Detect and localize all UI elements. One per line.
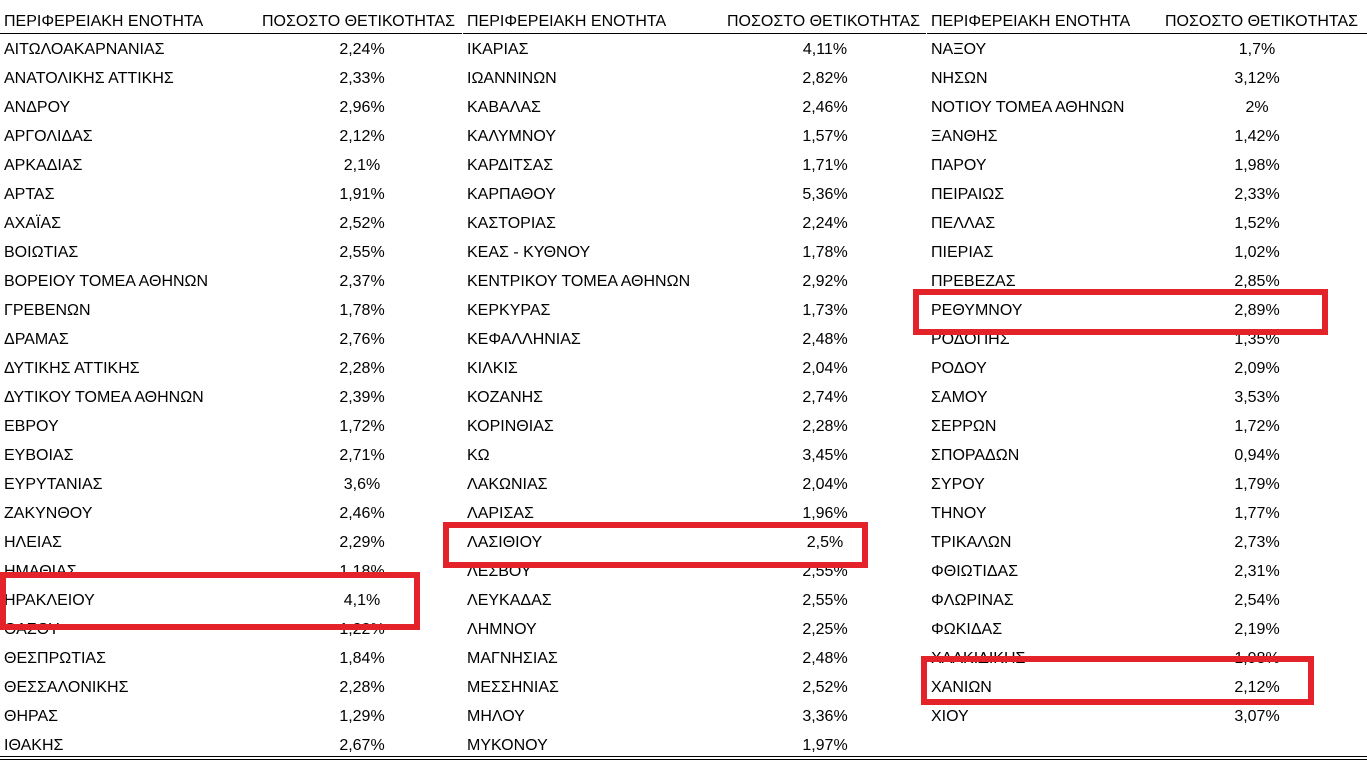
positivity-value: 1,35% xyxy=(1234,331,1280,348)
table-row xyxy=(927,384,1367,413)
table-row xyxy=(463,645,927,674)
region-name: ΔΥΤΙΚΗΣ ΑΤΤΙΚΗΣ xyxy=(4,360,140,377)
table-row xyxy=(463,239,927,268)
region-name: ΘΑΣΟΥ xyxy=(4,621,60,638)
positivity-value: 1,97% xyxy=(802,737,848,754)
table-row xyxy=(463,442,927,471)
table-row xyxy=(463,500,927,529)
table-row xyxy=(927,268,1367,297)
positivity-value: 2,92% xyxy=(802,273,848,290)
region-name: ΛΕΣΒΟΥ xyxy=(467,563,532,580)
region-name: ΝΟΤΙΟΥ ΤΟΜΕΑ ΑΘΗΝΩΝ xyxy=(931,99,1125,116)
table-row xyxy=(463,94,927,123)
positivity-value: 2,25% xyxy=(802,621,848,638)
region-name: ΚΙΛΚΙΣ xyxy=(467,360,518,377)
table-row xyxy=(927,65,1367,94)
region-name: ΛΑΚΩΝΙΑΣ xyxy=(467,476,548,493)
region-name: ΚΕΦΑΛΛΗΝΙΑΣ xyxy=(467,331,581,348)
region-name: ΤΗΝΟΥ xyxy=(931,505,987,522)
region-name: ΘΕΣΣΑΛΟΝΙΚΗΣ xyxy=(4,679,129,696)
table-row xyxy=(0,355,463,384)
region-name: ΑΧΑΪΑΣ xyxy=(4,215,62,232)
positivity-value: 3,53% xyxy=(1234,389,1280,406)
region-name: ΘΕΣΠΡΩΤΙΑΣ xyxy=(4,650,106,667)
positivity-value: 2,52% xyxy=(339,215,385,232)
table-row xyxy=(463,36,927,65)
region-name: ΜΑΓΝΗΣΙΑΣ xyxy=(467,650,558,667)
header-row xyxy=(463,7,927,36)
positivity-value: 2,89% xyxy=(1234,302,1280,319)
positivity-value: 2,39% xyxy=(339,389,385,406)
region-name: ΑΝΑΤΟΛΙΚΗΣ ΑΤΤΙΚΗΣ xyxy=(4,70,174,87)
table-row xyxy=(927,210,1367,239)
positivity-value: 2,24% xyxy=(339,41,385,58)
positivity-value: 2,04% xyxy=(802,360,848,377)
table-row xyxy=(0,587,463,616)
table-row xyxy=(0,500,463,529)
header-underline xyxy=(927,33,1367,34)
positivity-value: 1,52% xyxy=(1234,215,1280,232)
region-name: ΕΥΒΟΙΑΣ xyxy=(4,447,74,464)
region-name: ΞΑΝΘΗΣ xyxy=(931,128,998,145)
region-name: ΧΑΝΙΩΝ xyxy=(931,679,992,696)
positivity-value: 2% xyxy=(1245,99,1269,116)
positivity-value: 2,29% xyxy=(339,534,385,551)
region-name: ΚΑΒΑΛΑΣ xyxy=(467,99,541,116)
region-name: ΠΑΡΟΥ xyxy=(931,157,987,174)
table-row xyxy=(927,529,1367,558)
table-row xyxy=(927,123,1367,152)
table-bottom-border-double xyxy=(0,759,1367,760)
table-row xyxy=(927,239,1367,268)
region-name: ΕΥΡΥΤΑΝΙΑΣ xyxy=(4,476,103,493)
region-name: ΝΑΞΟΥ xyxy=(931,41,987,58)
region-name: ΔΡΑΜΑΣ xyxy=(4,331,69,348)
positivity-value: 1,72% xyxy=(339,418,385,435)
positivity-value: 1,78% xyxy=(802,244,848,261)
region-name: ΖΑΚΥΝΘΟΥ xyxy=(4,505,93,522)
table-row xyxy=(0,558,463,587)
header-region-unit: ΠΕΡΙΦΕΡΕΙΑΚΗ ΕΝΟΤΗΤΑ xyxy=(4,13,204,30)
table-row xyxy=(0,442,463,471)
positivity-value: 2,54% xyxy=(1234,592,1280,609)
positivity-value: 2,73% xyxy=(1234,534,1280,551)
positivity-value: 4,11% xyxy=(802,41,848,58)
positivity-value: 3,36% xyxy=(802,708,848,725)
positivity-value: 2,31% xyxy=(1234,563,1280,580)
region-name: ΛΕΥΚΑΔΑΣ xyxy=(467,592,552,609)
table-row xyxy=(927,413,1367,442)
table-row xyxy=(927,471,1367,500)
positivity-value: 2,04% xyxy=(802,476,848,493)
region-name: ΚΑΣΤΟΡΙΑΣ xyxy=(467,215,556,232)
table-row xyxy=(463,123,927,152)
positivity-value: 1,77% xyxy=(1234,505,1280,522)
table-row xyxy=(927,181,1367,210)
positivity-value: 1,7% xyxy=(1238,41,1276,58)
region-name: ΛΑΡΙΣΑΣ xyxy=(467,505,534,522)
table-row xyxy=(927,152,1367,181)
region-name: ΜΗΛΟΥ xyxy=(467,708,525,725)
positivity-value: 1,71% xyxy=(802,157,848,174)
region-name: ΠΡΕΒΕΖΑΣ xyxy=(931,273,1016,290)
table-row xyxy=(927,442,1367,471)
positivity-value: 1,72% xyxy=(1234,418,1280,435)
positivity-value: 2,46% xyxy=(802,99,848,116)
region-name: ΠΕΛΛΑΣ xyxy=(931,215,996,232)
header-region-unit: ΠΕΡΙΦΕΡΕΙΑΚΗ ΕΝΟΤΗΤΑ xyxy=(467,13,667,30)
positivity-value: 4,1% xyxy=(343,592,381,609)
positivity-value: 2,48% xyxy=(802,650,848,667)
header-row xyxy=(927,7,1367,36)
header-positivity-rate: ΠΟΣΟΣΤΟ ΘΕΤΙΚΟΤΗΤΑΣ xyxy=(262,13,456,30)
region-name: ΚΑΡΠΑΘΟΥ xyxy=(467,186,556,203)
table-row xyxy=(463,65,927,94)
positivity-value: 2,24% xyxy=(802,215,848,232)
positivity-value: 2,09% xyxy=(1234,360,1280,377)
table-row xyxy=(0,471,463,500)
table-row xyxy=(927,326,1367,355)
positivity-value: 2,55% xyxy=(802,592,848,609)
region-name: ΚΩ xyxy=(467,447,490,464)
positivity-value: 1,29% xyxy=(339,708,385,725)
table-row xyxy=(0,210,463,239)
region-name: ΑΝΔΡΟΥ xyxy=(4,99,71,116)
positivity-value: 2,19% xyxy=(1234,621,1280,638)
table-row xyxy=(927,94,1367,123)
table-row xyxy=(463,384,927,413)
positivity-value: 2,71% xyxy=(339,447,385,464)
positivity-value: 2,76% xyxy=(339,331,385,348)
table-row xyxy=(927,645,1367,674)
positivity-value: 2,12% xyxy=(339,128,385,145)
region-name: ΡΕΘΥΜΝΟΥ xyxy=(931,302,1023,319)
region-name: ΡΟΔΟΥ xyxy=(931,360,987,377)
positivity-value: 3,12% xyxy=(1234,70,1280,87)
positivity-value: 2,82% xyxy=(802,70,848,87)
region-name: ΧΙΟΥ xyxy=(931,708,969,725)
region-name: ΛΗΜΝΟΥ xyxy=(467,621,537,638)
header-positivity-rate: ΠΟΣΟΣΤΟ ΘΕΤΙΚΟΤΗΤΑΣ xyxy=(1165,13,1359,30)
region-name: ΚΑΛΥΜΝΟΥ xyxy=(467,128,556,145)
positivity-value: 1,73% xyxy=(802,302,848,319)
region-name: ΑΙΤΩΛΟΑΚΑΡΝΑΝΙΑΣ xyxy=(4,41,165,58)
region-name: ΠΕΙΡΑΙΩΣ xyxy=(931,186,1005,203)
table-row xyxy=(927,587,1367,616)
region-name: ΣΠΟΡΑΔΩΝ xyxy=(931,447,1020,464)
positivity-value: 2,33% xyxy=(1234,186,1280,203)
region-name: ΚΟΖΑΝΗΣ xyxy=(467,389,544,406)
positivity-value: 2,5% xyxy=(806,534,844,551)
region-name: ΔΥΤΙΚΟΥ ΤΟΜΕΑ ΑΘΗΝΩΝ xyxy=(4,389,204,406)
table-row xyxy=(463,587,927,616)
table-row xyxy=(927,703,1367,732)
table-row xyxy=(463,210,927,239)
region-name: ΘΗΡΑΣ xyxy=(4,708,59,725)
table-row xyxy=(463,268,927,297)
region-name: ΡΟΔΟΠΗΣ xyxy=(931,331,1010,348)
region-name: ΠΙΕΡΙΑΣ xyxy=(931,244,994,261)
table-row xyxy=(0,65,463,94)
table-row xyxy=(463,326,927,355)
positivity-value: 2,55% xyxy=(339,244,385,261)
region-name: ΑΡΤΑΣ xyxy=(4,186,55,203)
table-bottom-border xyxy=(0,756,1367,757)
positivity-value: 1,98% xyxy=(1234,650,1280,667)
region-name: ΚΕΡΚΥΡΑΣ xyxy=(467,302,551,319)
positivity-value: 2,28% xyxy=(339,679,385,696)
region-name: ΧΑΛΚΙΔΙΚΗΣ xyxy=(931,650,1026,667)
table-row xyxy=(927,355,1367,384)
region-name: ΚΕΝΤΡΙΚΟΥ ΤΟΜΕΑ ΑΘΗΝΩΝ xyxy=(467,273,691,290)
table-row xyxy=(463,297,927,326)
positivity-value: 1,22% xyxy=(339,621,385,638)
positivity-value: 2,12% xyxy=(1234,679,1280,696)
table-row xyxy=(927,674,1367,703)
region-name: ΚΟΡΙΝΘΙΑΣ xyxy=(467,418,554,435)
region-name: ΗΜΑΘΙΑΣ xyxy=(4,563,77,580)
table-row xyxy=(0,674,463,703)
positivity-value: 1,98% xyxy=(1234,157,1280,174)
table-row xyxy=(0,123,463,152)
region-name: ΤΡΙΚΑΛΩΝ xyxy=(931,534,1012,551)
region-name: ΕΒΡΟΥ xyxy=(4,418,59,435)
region-name: ΗΡΑΚΛΕΙΟΥ xyxy=(4,592,95,609)
region-name: ΓΡΕΒΕΝΩΝ xyxy=(4,302,91,319)
table-row xyxy=(927,558,1367,587)
positivity-value: 3,07% xyxy=(1234,708,1280,725)
region-name: ΣΑΜΟΥ xyxy=(931,389,988,406)
positivity-value: 3,6% xyxy=(343,476,381,493)
positivity-value: 1,84% xyxy=(339,650,385,667)
table-row xyxy=(0,297,463,326)
positivity-value: 2,85% xyxy=(1234,273,1280,290)
table-row xyxy=(463,355,927,384)
header-row xyxy=(0,7,463,36)
table-row xyxy=(463,558,927,587)
positivity-value: 2,67% xyxy=(339,737,385,754)
table-row xyxy=(927,36,1367,65)
table-row xyxy=(463,703,927,732)
positivity-value: 1,96% xyxy=(802,505,848,522)
table-row xyxy=(0,152,463,181)
header-positivity-rate: ΠΟΣΟΣΤΟ ΘΕΤΙΚΟΤΗΤΑΣ xyxy=(727,13,921,30)
table-row xyxy=(463,471,927,500)
region-name: ΜΕΣΣΗΝΙΑΣ xyxy=(467,679,559,696)
region-name: ΦΩΚΙΔΑΣ xyxy=(931,621,1003,638)
header-region-unit: ΠΕΡΙΦΕΡΕΙΑΚΗ ΕΝΟΤΗΤΑ xyxy=(931,13,1131,30)
positivity-value: 2,46% xyxy=(339,505,385,522)
table-row xyxy=(463,616,927,645)
table-row xyxy=(463,181,927,210)
table-row xyxy=(463,152,927,181)
table-row xyxy=(0,326,463,355)
table-row xyxy=(0,239,463,268)
table-row xyxy=(0,529,463,558)
positivity-value: 1,57% xyxy=(802,128,848,145)
region-name: ΣΕΡΡΩΝ xyxy=(931,418,997,435)
region-name: ΙΘΑΚΗΣ xyxy=(4,737,64,754)
table-row xyxy=(0,94,463,123)
region-name: ΣΥΡΟΥ xyxy=(931,476,985,493)
region-name: ΗΛΕΙΑΣ xyxy=(4,534,62,551)
table-row xyxy=(927,297,1367,326)
positivity-value: 1,91% xyxy=(339,186,385,203)
table-row xyxy=(0,703,463,732)
positivity-value: 1,42% xyxy=(1234,128,1280,145)
region-name: ΑΡΚΑΔΙΑΣ xyxy=(4,157,83,174)
table-row xyxy=(0,616,463,645)
positivity-value: 1,18% xyxy=(339,563,385,580)
positivity-value: 2,52% xyxy=(802,679,848,696)
positivity-value: 5,36% xyxy=(802,186,848,203)
positivity-value: 1,02% xyxy=(1234,244,1280,261)
positivity-value: 3,45% xyxy=(802,447,848,464)
positivity-value: 2,55% xyxy=(802,563,848,580)
positivity-value: 2,37% xyxy=(339,273,385,290)
positivity-value: 1,79% xyxy=(1234,476,1280,493)
region-name: ΜΥΚΟΝΟΥ xyxy=(467,737,548,754)
region-name: ΙΚΑΡΙΑΣ xyxy=(467,41,529,58)
table-row xyxy=(0,384,463,413)
region-name: ΚΕΑΣ - ΚΥΘΝΟΥ xyxy=(467,244,591,261)
positivity-value: 1,78% xyxy=(339,302,385,319)
header-underline xyxy=(463,33,926,34)
region-name: ΚΑΡΔΙΤΣΑΣ xyxy=(467,157,554,174)
region-name: ΒΟΡΕΙΟΥ ΤΟΜΕΑ ΑΘΗΝΩΝ xyxy=(4,273,209,290)
positivity-value: 2,48% xyxy=(802,331,848,348)
positivity-value: 2,33% xyxy=(339,70,385,87)
region-name: ΑΡΓΟΛΙΔΑΣ xyxy=(4,128,93,145)
positivity-value: 2,1% xyxy=(343,157,381,174)
positivity-value: 2,28% xyxy=(802,418,848,435)
table-row xyxy=(0,268,463,297)
table-row xyxy=(927,616,1367,645)
region-name: ΝΗΣΩΝ xyxy=(931,70,988,87)
table-row xyxy=(0,645,463,674)
region-name: ΛΑΣΙΘΙΟΥ xyxy=(467,534,543,551)
positivity-value: 2,28% xyxy=(339,360,385,377)
region-name: ΦΛΩΡΙΝΑΣ xyxy=(931,592,1014,609)
region-name: ΙΩΑΝΝΙΝΩΝ xyxy=(467,70,557,87)
region-name: ΒΟΙΩΤΙΑΣ xyxy=(4,244,79,261)
table-row xyxy=(463,529,927,558)
table-row xyxy=(463,413,927,442)
table-row xyxy=(463,674,927,703)
table-row xyxy=(0,413,463,442)
positivity-value: 0,94% xyxy=(1234,447,1280,464)
table-row xyxy=(927,500,1367,529)
positivity-value: 2,96% xyxy=(339,99,385,116)
table-row xyxy=(0,181,463,210)
region-name: ΦΘΙΩΤΙΔΑΣ xyxy=(931,563,1019,580)
positivity-value: 2,74% xyxy=(802,389,848,406)
table-row xyxy=(0,36,463,65)
header-underline xyxy=(0,33,462,34)
